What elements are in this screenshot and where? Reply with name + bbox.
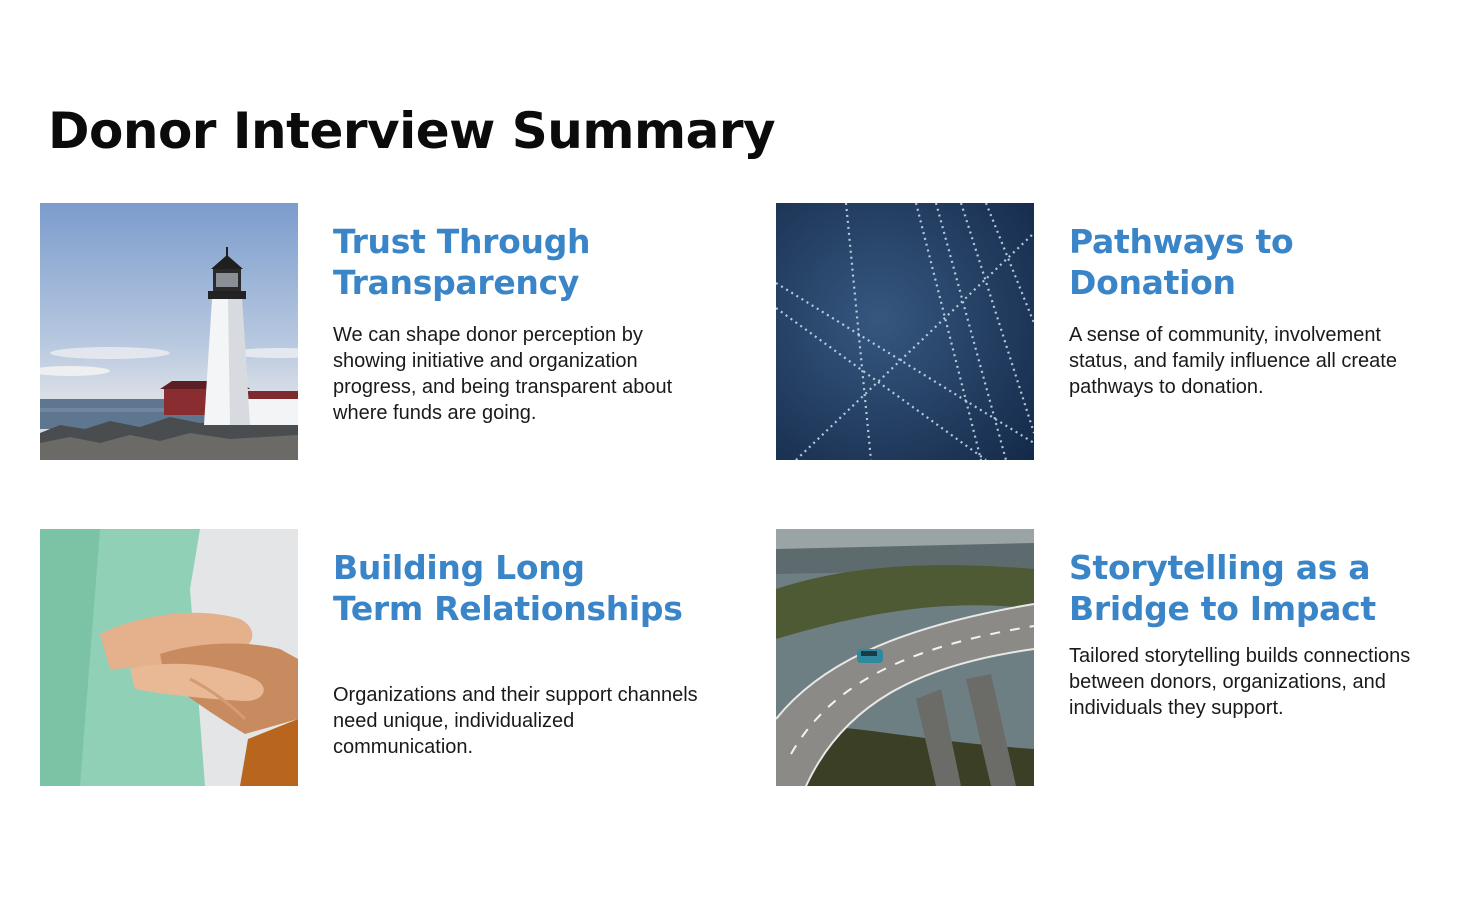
card-heading: Pathways to Donation [1069, 222, 1294, 302]
summary-card-relationships [40, 529, 740, 789]
card-heading: Storytelling as a Bridge to Impact [1069, 548, 1376, 628]
card-heading: Trust Through Transparency [333, 222, 591, 302]
card-body: A sense of community, involvement status, and family influence all create pathways to donation. [1069, 324, 1397, 398]
summary-card-trust [40, 203, 740, 463]
card-body: Organizations and their support channels need unique, individualized communication. [333, 684, 698, 758]
bridge-road-photo [776, 529, 1034, 786]
summary-card-storytelling [776, 529, 1462, 789]
summary-card-pathways [776, 203, 1462, 463]
card-body: We can shape donor perception by showing initiative and organization progress, and being transparent about where funds are going. [333, 324, 673, 424]
lighthouse-photo [40, 203, 298, 460]
card-body: Tailored storytelling builds connections between donors, organizations, and individuals they support. [1069, 645, 1411, 719]
holding-hands-photo [40, 529, 298, 786]
page-title: Donor Interview Summary [48, 102, 776, 160]
dewdrop-web-photo [776, 203, 1034, 460]
card-heading: Building Long Term Relationships [333, 548, 683, 628]
